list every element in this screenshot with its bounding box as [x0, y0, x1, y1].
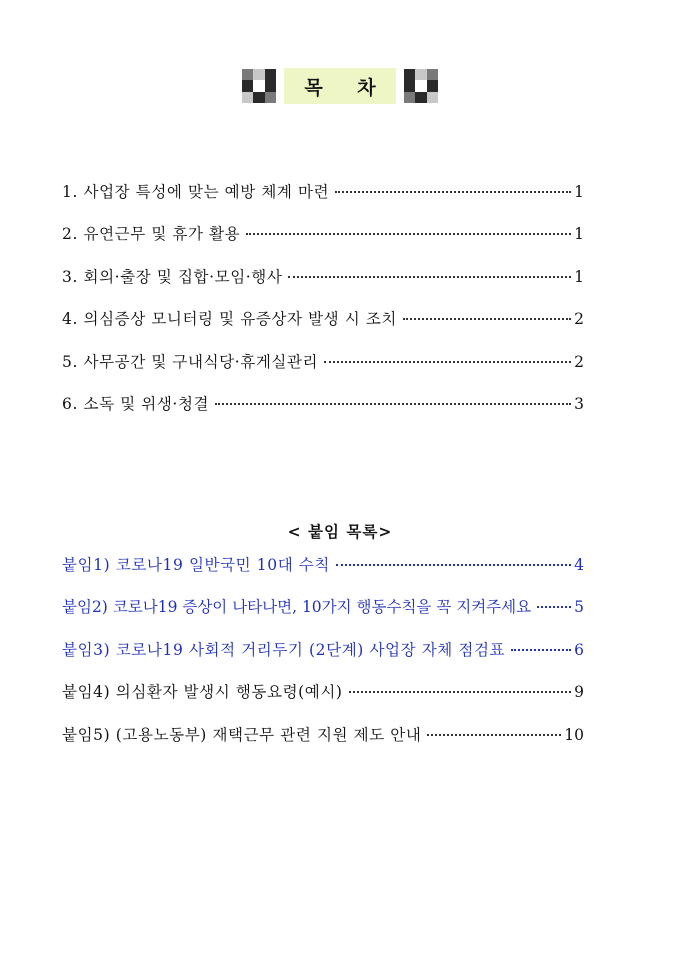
attachment-entry[interactable] [62, 680, 584, 722]
title-row [0, 68, 680, 104]
attachment-page-number: 9 [574, 683, 584, 702]
toc-entry-text: 5. 사무공간 및 구내식당·휴게실관리 [62, 352, 319, 371]
dot-leader [403, 318, 571, 320]
attachment-text: 붙임1) 코로나19 일반국민 10대 수칙 [62, 556, 330, 574]
attachment-page-number: 5 [574, 598, 584, 617]
toc-entry-text: 4. 의심증상 모니터링 및 유증상자 발생 시 조치 [62, 310, 397, 329]
toc-page-number: 3 [574, 394, 584, 413]
attachment-page-number: 4 [574, 556, 584, 574]
attachment-text: 붙임5) (고용노동부) 재택근무 관련 지원 제도 안내 [62, 725, 422, 744]
attachments-heading: < 붙임 목록> [287, 522, 393, 541]
attachment-text: 붙임4) 의심환자 발생시 행동요령(예시) [62, 683, 343, 702]
toc-entry[interactable] [62, 307, 584, 349]
attachments-list [62, 553, 584, 765]
toc-entry-text: 6. 소독 및 위생·청결 [62, 394, 210, 413]
toc-page-number: 1 [574, 267, 584, 286]
dot-leader [288, 276, 571, 278]
toc-entry-text: 1. 사업장 특성에 맞는 예방 체계 마련 [62, 183, 330, 201]
toc-entry[interactable] [62, 392, 584, 434]
title-decoration-right-icon [404, 69, 438, 103]
toc-entry[interactable] [62, 350, 584, 392]
toc-entry-text: 2. 유연근무 및 휴가 활용 [62, 225, 241, 244]
toc-entry[interactable] [62, 265, 584, 307]
dot-leader [537, 606, 571, 608]
attachment-link[interactable] [62, 553, 584, 595]
toc-page-number: 1 [574, 225, 584, 244]
dot-leader [349, 691, 572, 693]
dot-leader [335, 191, 571, 193]
toc-page-number: 1 [574, 183, 584, 201]
toc-entry[interactable] [62, 222, 584, 264]
dot-leader [427, 734, 561, 736]
page-title: 목 차 [284, 68, 396, 104]
table-of-contents [62, 180, 584, 434]
attachment-page-number: 6 [574, 640, 584, 659]
attachment-page-number: 10 [564, 725, 584, 744]
dot-leader [215, 403, 571, 405]
attachment-entry[interactable] [62, 723, 584, 765]
attachment-text: 붙임2) 코로나19 증상이 나타나면, 10가지 행동수칙을 꼭 지켜주세요 [62, 598, 532, 617]
toc-page-number: 2 [574, 310, 584, 329]
attachment-link[interactable] [62, 638, 584, 680]
dot-leader [246, 233, 571, 235]
attachment-text: 붙임3) 코로나19 사회적 거리두기 (2단계) 사업장 자체 점검표 [62, 640, 506, 659]
toc-page-number: 2 [574, 352, 584, 371]
dot-leader [336, 564, 571, 566]
attachment-link[interactable] [62, 595, 584, 637]
toc-entry[interactable] [62, 180, 584, 222]
dot-leader [511, 649, 571, 651]
toc-entry-text: 3. 회의·출장 및 집합·모임·행사 [62, 267, 283, 286]
dot-leader [324, 361, 571, 363]
title-decoration-left-icon [242, 69, 276, 103]
